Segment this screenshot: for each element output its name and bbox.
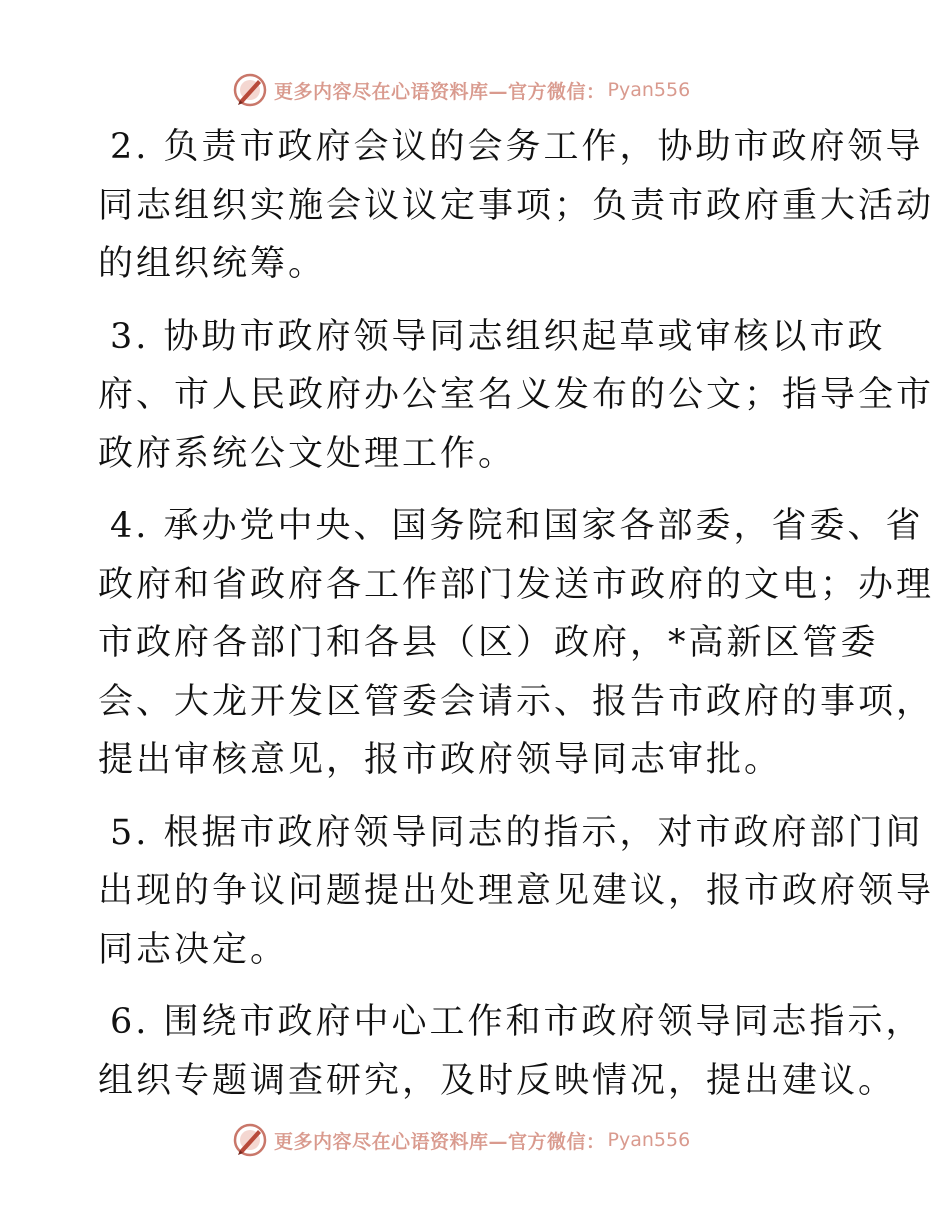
text-line: 府、市人民政府办公室名义发布的公文；指导全市 — [98, 375, 935, 415]
paragraph-item-2 — [98, 118, 935, 294]
watermark-contact: Pyan556 — [607, 79, 691, 101]
text-line: 3. 协助市政府领导同志组织起草或审核以市政 — [110, 316, 886, 357]
watermark-contact: Pyan556 — [607, 1129, 691, 1151]
text-line: 市政府各部门和各县（区）政府，*高新区管委 — [98, 623, 879, 663]
text-line: 政府系统公文处理工作。 — [98, 433, 517, 474]
pen-logo-icon — [232, 1122, 268, 1158]
watermark-text: 更多内容尽在心语资料库—官方微信： — [274, 1130, 606, 1153]
footer-watermark — [232, 1120, 690, 1160]
text-line: 6. 围绕市政府中心工作和市政府领导同志指示， — [110, 1002, 924, 1042]
text-line: 同志决定。 — [98, 929, 289, 970]
paragraph-item-3 — [98, 308, 935, 484]
pen-logo-icon — [232, 72, 268, 108]
text-line: 组织专题调查研究，及时反映情况，提出建议。 — [98, 1060, 897, 1101]
text-line: 出现的争议问题提出处理意见建议，报市政府领导 — [98, 871, 935, 911]
header-watermark — [232, 70, 690, 110]
text-line: 提出审核意见，报市政府领导同志审批。 — [98, 740, 783, 780]
paragraph-item-6 — [98, 993, 924, 1110]
text-line: 的组织统筹。 — [98, 244, 327, 284]
text-line: 4. 承办党中央、国务院和国家各部委，省委、省 — [110, 506, 924, 546]
text-line: 政府和省政府各工作部门发送市政府的文电；办理 — [98, 564, 935, 605]
text-line: 2. 负责市政府会议的会务工作，协助市政府领导 — [110, 127, 924, 167]
text-line: 5. 根据市政府领导同志的指示，对市政府部门间 — [110, 812, 924, 853]
text-line: 同志组织实施会议议定事项；负责市政府重大活动 — [98, 185, 935, 226]
paragraph-item-4 — [98, 497, 935, 790]
document-body — [98, 118, 935, 1124]
text-line: 会、大龙开发区管委会请示、报告市政府的事项， — [98, 681, 935, 722]
paragraph-item-5 — [98, 804, 935, 980]
watermark-text: 更多内容尽在心语资料库—官方微信： — [274, 80, 606, 103]
